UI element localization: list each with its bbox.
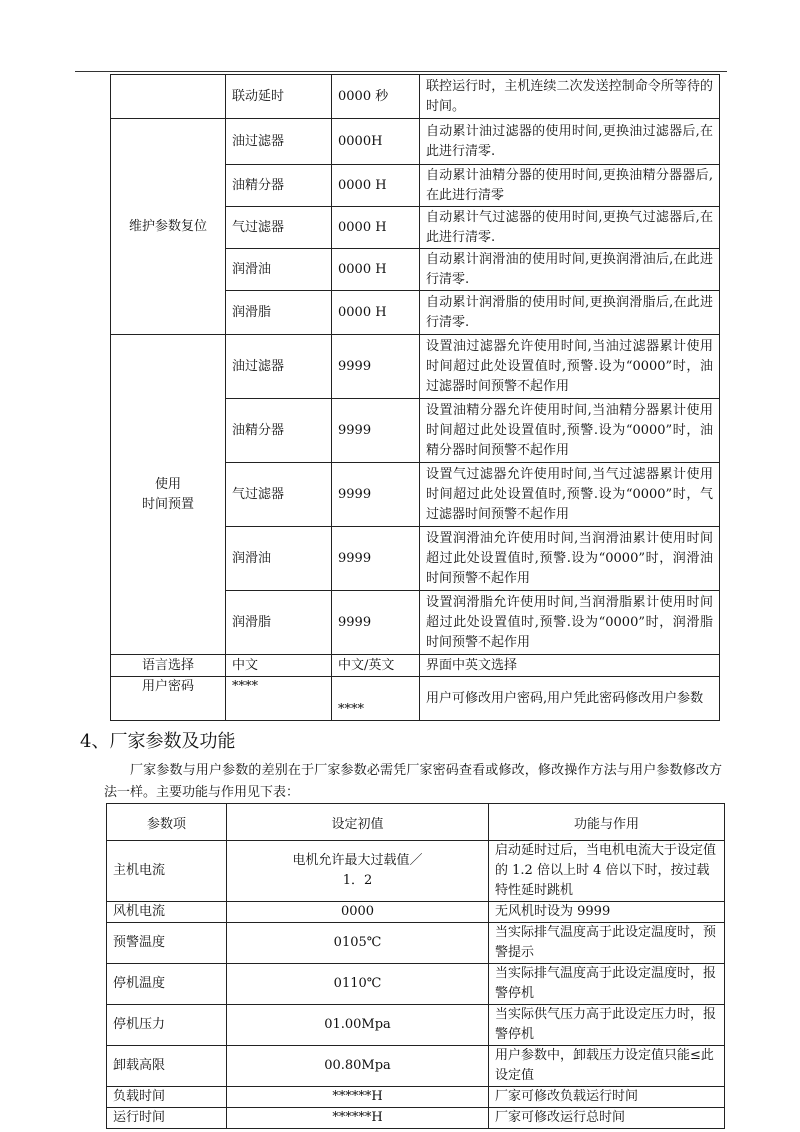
table-row <box>107 902 725 923</box>
item-cell: 运行时间 <box>107 1108 227 1129</box>
table-row <box>111 75 720 119</box>
desc-cell: 设置气过滤器允许使用时间,当气过滤器累计使用时间超过此处设置值时,预警.设为“0000”时，气过滤器时间预警不起作用 <box>420 463 720 527</box>
item-cell: 预警温度 <box>107 923 227 964</box>
table-row <box>111 655 720 677</box>
item-cell: 主机电流 <box>107 841 227 902</box>
desc-cell: 厂家可修改运行总时间 <box>489 1108 725 1129</box>
desc-cell: 设置油精分器允许使用时间,当油精分器累计使用时间超过此处设置值时,预警.设为“0000”时，油精分器时间预警不起作用 <box>420 399 720 463</box>
table-row <box>111 335 720 399</box>
section-title: 4、厂家参数及功能 <box>80 731 236 752</box>
value-cell: 0000 H <box>332 291 420 335</box>
item-cell: 停机温度 <box>107 964 227 1005</box>
desc-cell: 启动延时过后，当电机电流大于设定值的 1.2 倍以上时 4 倍以下时，按过载特性延时跳机 <box>489 841 725 902</box>
value-cell: 9999 <box>332 463 420 527</box>
value-cell: 9999 <box>332 399 420 463</box>
value-cell: 0000 H <box>332 165 420 207</box>
category-cell: 维护参数复位 <box>111 119 226 335</box>
desc-cell: 用户可修改用户密码,用户凭此密码修改用户参数 <box>420 677 720 721</box>
desc-cell: 自动累计气过滤器的使用时间,更换气过滤器后,在此进行清零. <box>420 207 720 249</box>
value-cell: ******H <box>227 1087 489 1108</box>
column-header: 功能与作用 <box>489 804 725 841</box>
item-cell: 油精分器 <box>226 399 332 463</box>
value-cell: 0000 H <box>332 249 420 291</box>
desc-cell: 用户参数中，卸载压力设定值只能≤此设定值 <box>489 1046 725 1087</box>
item-cell: 停机压力 <box>107 1005 227 1046</box>
desc-cell: 联控运行时，主机连续二次发送控制命令所等待的时间。 <box>420 75 720 119</box>
desc-cell: 厂家可修改负载运行时间 <box>489 1087 725 1108</box>
desc-cell: 无风机时设为 9999 <box>489 902 725 923</box>
item-cell: 润滑脂 <box>226 291 332 335</box>
desc-cell: 当实际排气温度高于此设定温度时，报警停机 <box>489 964 725 1005</box>
desc-cell: 界面中英文选择 <box>420 655 720 677</box>
value-cell: 0000 <box>227 902 489 923</box>
item-cell: 风机电流 <box>107 902 227 923</box>
value-line: 1．2 <box>342 873 373 888</box>
desc-cell: 自动累计润滑脂的使用时间,更换润滑脂后,在此进行清零. <box>420 291 720 335</box>
table-row <box>111 119 720 165</box>
item-cell: 油精分器 <box>226 165 332 207</box>
table-row <box>111 677 720 721</box>
value-cell: 9999 <box>332 527 420 591</box>
item-cell: 油过滤器 <box>226 335 332 399</box>
value-cell: ******H <box>227 1108 489 1129</box>
category-cell <box>111 335 226 655</box>
desc-cell: 当实际供气压力高于此设定压力时，报警停机 <box>489 1005 725 1046</box>
desc-cell: 自动累计油过滤器的使用时间,更换油过滤器后,在此进行清零. <box>420 119 720 165</box>
desc-cell: 设置润滑脂允许使用时间,当润滑脂累计使用时间超过此处设置值时,预警.设为“0000”时，润滑脂时间预警不起作用 <box>420 591 720 655</box>
item-cell: **** <box>226 677 332 721</box>
table-row <box>107 1108 725 1129</box>
item-cell: 气过滤器 <box>226 463 332 527</box>
value-cell: 0000 秒 <box>332 75 420 119</box>
item-cell: 中文 <box>226 655 332 677</box>
item-cell: 卸载高限 <box>107 1046 227 1087</box>
item-cell: 润滑油 <box>226 527 332 591</box>
table-row <box>107 1046 725 1087</box>
item-cell: 润滑油 <box>226 249 332 291</box>
table-row <box>107 923 725 964</box>
desc-cell: 设置润滑油允许使用时间,当润滑油累计使用时间超过此处设置值时,预警.设为“0000”时，润滑油时间预警不起作用 <box>420 527 720 591</box>
header-rule <box>75 71 727 72</box>
table-row <box>107 1005 725 1046</box>
category-cell: 语言选择 <box>111 655 226 677</box>
table-row <box>107 841 725 902</box>
desc-cell: 当实际排气温度高于此设定温度时，预警提示 <box>489 923 725 964</box>
factory-parameter-table <box>106 803 725 1129</box>
value-cell <box>227 841 489 902</box>
value-cell: 00.80Mpa <box>227 1046 489 1087</box>
category-cell: 用户密码 <box>111 677 226 721</box>
desc-cell: 设置油过滤器允许使用时间,当油过滤器累计使用时间超过此处设置值时,预警.设为“0000”时，油过滤器时间预警不起作用 <box>420 335 720 399</box>
table-row <box>107 964 725 1005</box>
column-header: 参数项 <box>107 804 227 841</box>
category-line: 时间预置 <box>141 496 194 512</box>
table-header-row <box>107 804 725 841</box>
value-cell: 9999 <box>332 335 420 399</box>
table-row <box>107 1087 725 1108</box>
value-cell: 0000 H <box>332 207 420 249</box>
desc-cell: 自动累计润滑油的使用时间,更换润滑油后,在此进行清零. <box>420 249 720 291</box>
value-cell: 中文/英文 <box>332 655 420 677</box>
value-cell: 0105℃ <box>227 923 489 964</box>
item-cell: 联动延时 <box>226 75 332 119</box>
value-cell: 0110℃ <box>227 964 489 1005</box>
item-cell: 润滑脂 <box>226 591 332 655</box>
value-cell: **** <box>332 677 420 721</box>
intro-paragraph: 厂家参数与用户参数的差别在于厂家参数必需凭厂家密码查看或修改，修改操作方法与用户参数修改方法一样。主要功能与作用见下表： <box>104 763 722 800</box>
column-header: 设定初值 <box>227 804 489 841</box>
desc-cell: 自动累计油精分器的使用时间,更换油精分器器后,在此进行清零 <box>420 165 720 207</box>
item-cell: 油过滤器 <box>226 119 332 165</box>
value-cell: 9999 <box>332 591 420 655</box>
category-line: 使用 <box>154 476 181 492</box>
value-cell: 01.00Mpa <box>227 1005 489 1046</box>
value-cell: 0000H <box>332 119 420 165</box>
item-cell: 负载时间 <box>107 1087 227 1108</box>
value-line: 电机允许最大过载值／ <box>292 853 423 868</box>
category-cell <box>111 75 226 119</box>
user-parameter-table <box>110 74 720 721</box>
item-cell: 气过滤器 <box>226 207 332 249</box>
